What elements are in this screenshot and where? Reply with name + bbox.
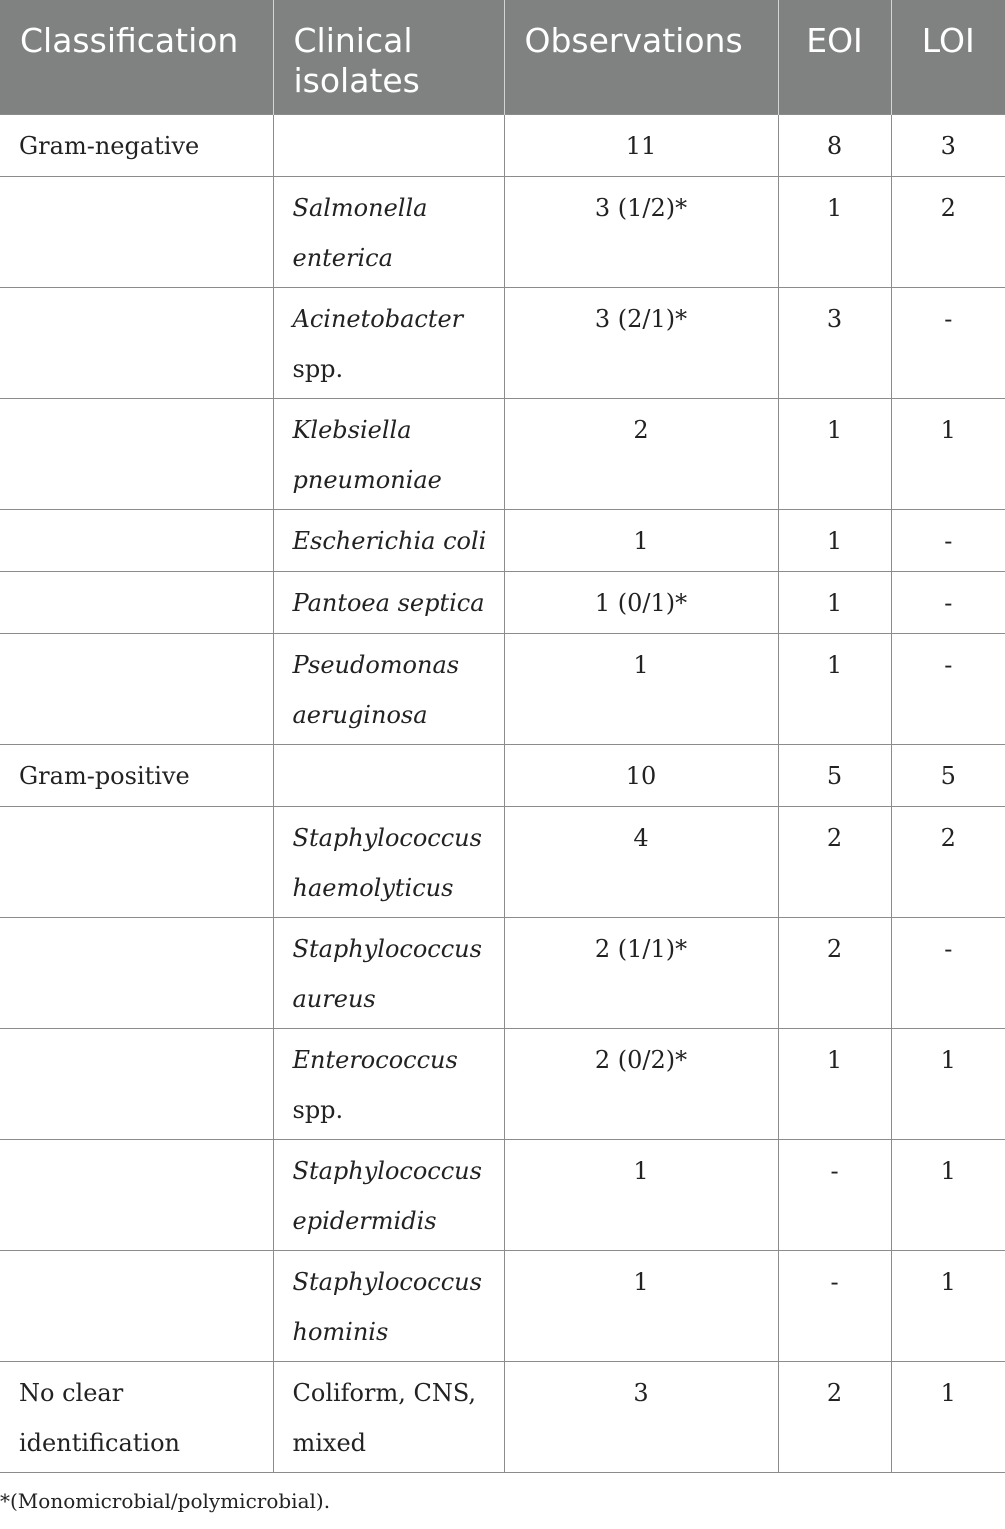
eoi-cell: 1 bbox=[778, 1028, 891, 1139]
eoi-cell: 2 bbox=[778, 1361, 891, 1472]
loi-cell: - bbox=[891, 917, 1005, 1028]
observations-cell: 1 bbox=[504, 509, 778, 571]
loi-cell: - bbox=[891, 633, 1005, 744]
header-loi: LOI bbox=[891, 0, 1005, 114]
table-row bbox=[0, 114, 1005, 176]
isolate-genus: Enterococcus bbox=[292, 1045, 458, 1074]
header-eoi: EOI bbox=[778, 0, 891, 114]
eoi-cell: 8 bbox=[778, 114, 891, 176]
observations-cell: 1 bbox=[504, 1139, 778, 1250]
isolate-cell: Escherichia coli bbox=[273, 509, 504, 571]
classification-cell bbox=[0, 287, 273, 398]
table-row bbox=[0, 1028, 1005, 1139]
table-footnote: *(Monomicrobial/polymicrobial). bbox=[0, 1489, 331, 1513]
isolate-cell: Staphylococcus haemolyticus bbox=[273, 806, 504, 917]
classification-cell bbox=[0, 176, 273, 287]
table-row bbox=[0, 509, 1005, 571]
eoi-cell: 2 bbox=[778, 806, 891, 917]
observations-cell: 3 (1/2)* bbox=[504, 176, 778, 287]
table-row bbox=[0, 287, 1005, 398]
eoi-cell: - bbox=[778, 1250, 891, 1361]
classification-cell bbox=[0, 917, 273, 1028]
classification-cell bbox=[0, 398, 273, 509]
isolate-suffix: spp. bbox=[292, 354, 344, 383]
isolate-cell: Pseudomonas aeruginosa bbox=[273, 633, 504, 744]
isolate-cell: Staphylococcus epidermidis bbox=[273, 1139, 504, 1250]
table-row bbox=[0, 633, 1005, 744]
eoi-cell: 1 bbox=[778, 509, 891, 571]
observations-cell: 11 bbox=[504, 114, 778, 176]
classification-cell: Gram-positive bbox=[0, 744, 273, 806]
table-row bbox=[0, 1139, 1005, 1250]
loi-cell: 1 bbox=[891, 1028, 1005, 1139]
table-row bbox=[0, 1250, 1005, 1361]
observations-cell: 2 (0/2)* bbox=[504, 1028, 778, 1139]
observations-cell: 1 bbox=[504, 633, 778, 744]
loi-cell: 2 bbox=[891, 176, 1005, 287]
classification-cell bbox=[0, 1139, 273, 1250]
classification-cell bbox=[0, 1250, 273, 1361]
eoi-cell: 1 bbox=[778, 571, 891, 633]
table-row bbox=[0, 571, 1005, 633]
eoi-cell: - bbox=[778, 1139, 891, 1250]
classification-cell: Gram-negative bbox=[0, 114, 273, 176]
loi-cell: - bbox=[891, 571, 1005, 633]
loi-cell: 1 bbox=[891, 398, 1005, 509]
isolate-cell bbox=[273, 744, 504, 806]
eoi-cell: 1 bbox=[778, 398, 891, 509]
isolate-suffix: spp. bbox=[292, 1095, 344, 1124]
observations-cell: 3 (2/1)* bbox=[504, 287, 778, 398]
table-row bbox=[0, 806, 1005, 917]
loi-cell: 2 bbox=[891, 806, 1005, 917]
table-row bbox=[0, 1361, 1005, 1472]
header-clinical-isolates: Clinical isolates bbox=[273, 0, 504, 114]
eoi-cell: 1 bbox=[778, 176, 891, 287]
isolate-cell: Staphylococcus hominis bbox=[273, 1250, 504, 1361]
loi-cell: 5 bbox=[891, 744, 1005, 806]
eoi-cell: 5 bbox=[778, 744, 891, 806]
loi-cell: - bbox=[891, 287, 1005, 398]
header-classification: Classification bbox=[0, 0, 273, 114]
isolate-cell bbox=[273, 114, 504, 176]
isolate-cell: Salmonella enterica bbox=[273, 176, 504, 287]
loi-cell: 3 bbox=[891, 114, 1005, 176]
classification-cell bbox=[0, 806, 273, 917]
isolate-genus: Acinetobacter bbox=[292, 304, 464, 333]
eoi-cell: 1 bbox=[778, 633, 891, 744]
isolate-cell: Klebsiella pneumoniae bbox=[273, 398, 504, 509]
isolate-cell: Coliform, CNS, mixed bbox=[273, 1361, 504, 1472]
observations-cell: 10 bbox=[504, 744, 778, 806]
table-row bbox=[0, 744, 1005, 806]
classification-cell: No clear identification bbox=[0, 1361, 273, 1472]
observations-cell: 1 (0/1)* bbox=[504, 571, 778, 633]
observations-cell: 3 bbox=[504, 1361, 778, 1472]
header-observations: Observations bbox=[504, 0, 778, 114]
loi-cell: 1 bbox=[891, 1361, 1005, 1472]
observations-cell: 2 bbox=[504, 398, 778, 509]
loi-cell: - bbox=[891, 509, 1005, 571]
isolate-cell: Staphylococcus aureus bbox=[273, 917, 504, 1028]
isolate-cell bbox=[273, 1028, 504, 1139]
classification-cell bbox=[0, 509, 273, 571]
classification-cell bbox=[0, 1028, 273, 1139]
observations-cell: 2 (1/1)* bbox=[504, 917, 778, 1028]
observations-cell: 4 bbox=[504, 806, 778, 917]
classification-cell bbox=[0, 633, 273, 744]
table-row bbox=[0, 398, 1005, 509]
header-row bbox=[0, 0, 1005, 114]
eoi-cell: 2 bbox=[778, 917, 891, 1028]
eoi-cell: 3 bbox=[778, 287, 891, 398]
loi-cell: 1 bbox=[891, 1250, 1005, 1361]
isolate-cell bbox=[273, 287, 504, 398]
table-row bbox=[0, 917, 1005, 1028]
isolate-cell: Pantoea septica bbox=[273, 571, 504, 633]
observations-cell: 1 bbox=[504, 1250, 778, 1361]
loi-cell: 1 bbox=[891, 1139, 1005, 1250]
classification-cell bbox=[0, 571, 273, 633]
table-row bbox=[0, 176, 1005, 287]
